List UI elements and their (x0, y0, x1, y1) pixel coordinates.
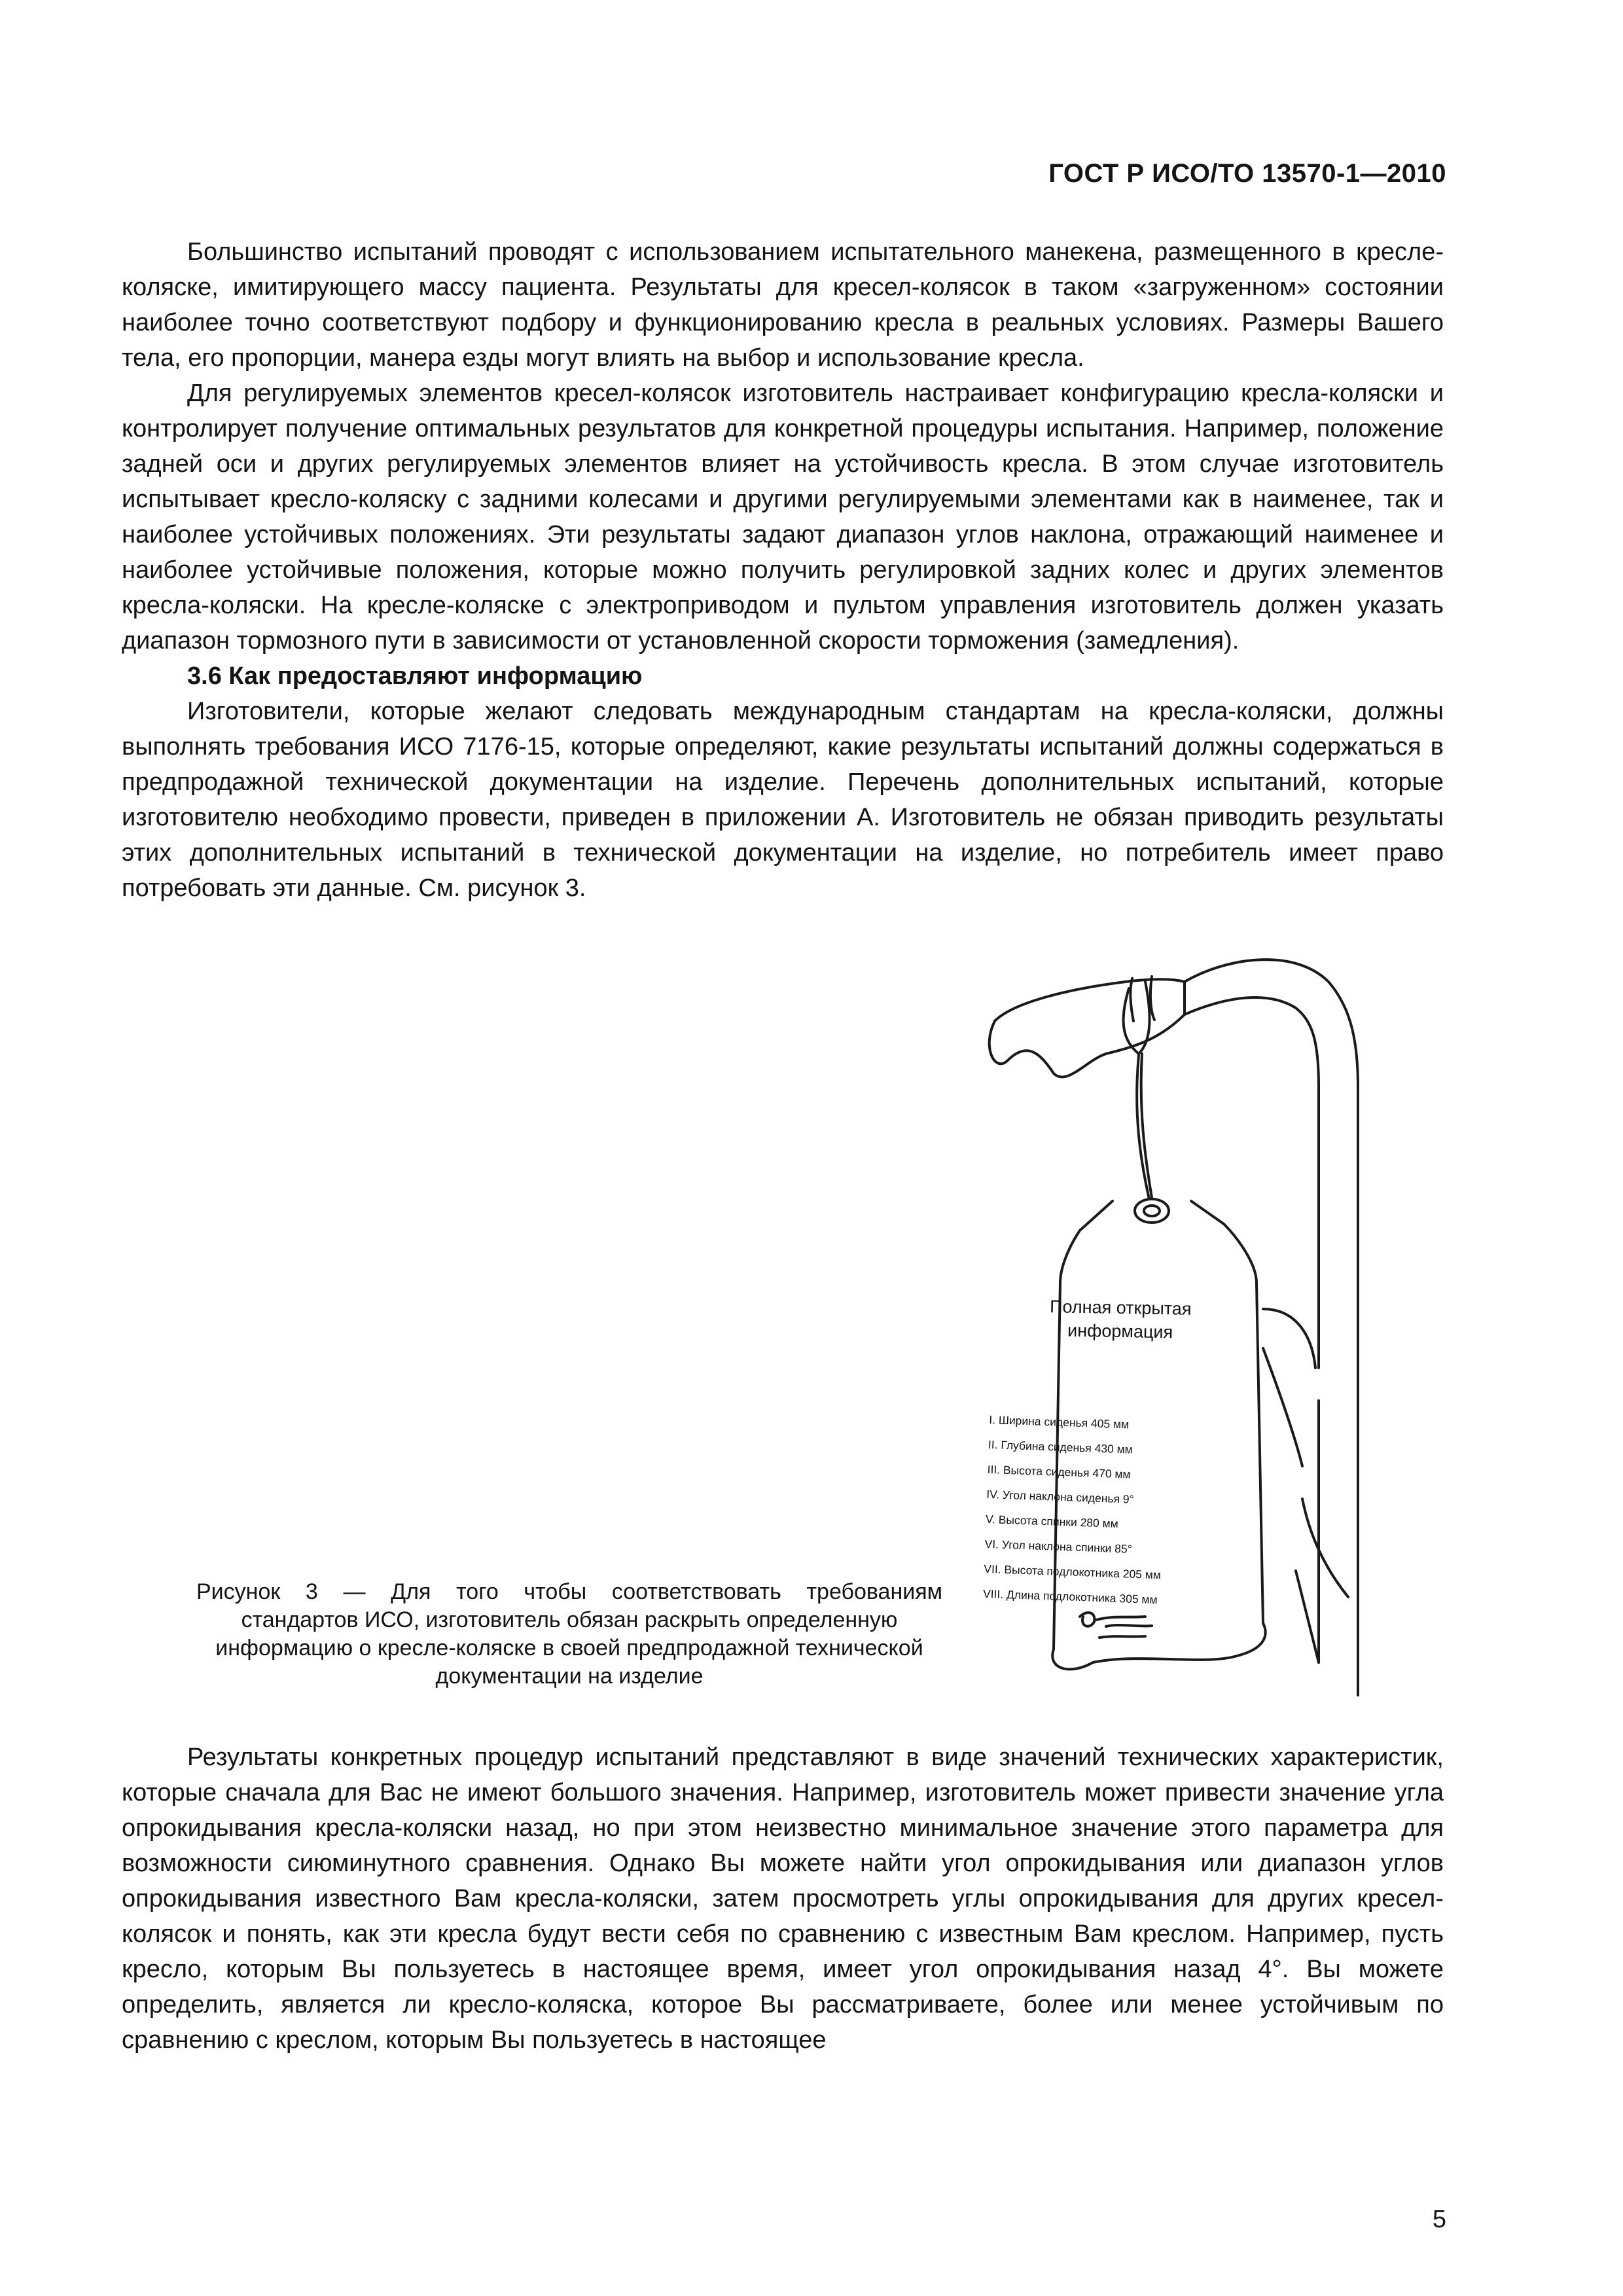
tag-spec-item: IV. Угол наклона сиденья 9° (986, 1487, 1134, 1506)
tag-spec-item: II. Глубина сиденья 430 мм (988, 1437, 1133, 1456)
tag-spec-item: VIII. Длина подлокотника 305 мм (982, 1587, 1158, 1607)
figure-caption (196, 1578, 942, 1691)
body-text-top (122, 234, 1444, 906)
tag-spec-item: VII. Высота подлокотника 205 мм (984, 1562, 1162, 1582)
section-heading: 3.6 Как предоставляют информацию (187, 662, 643, 690)
tag-spec-item: VI. Угол наклона спинки 85° (984, 1537, 1133, 1556)
document-code: ГОСТ Р ИСО/ТО 13570-1—2010 (1048, 159, 1446, 188)
figure-3-illustration (955, 942, 1414, 1708)
paragraph: Изготовители, которые желают следовать международным стандартам на кресла-коляски, должны выполнять требования ИСО 7176-15, которые определяют, какие результаты испытаний должны содержаться в предпродажной технической документации на изделие. Перечень дополнительных испытаний, которые изготовителю необходимо провести, приведен в приложении А. Изготовитель не обязан приводить результаты этих дополнительных испытаний в технической документации на изделие, но потребитель имеет право потребовать эти данные. См. рисунок 3. (122, 698, 1444, 902)
tag-title-line: Полная открытая (1049, 1297, 1192, 1319)
tag-spec-item: I. Ширина сиденья 405 мм (988, 1412, 1130, 1431)
tag-title-line: информация (1067, 1320, 1173, 1342)
tag-spec-item: III. Высота сиденья 470 мм (987, 1462, 1131, 1481)
figure-caption-line: Рисунок 3 — Для того чтобы соответствовать требованиям (196, 1579, 942, 1604)
paragraph: Большинство испытаний проводят с использованием испытательного манекена, размещенного в кресле-коляске, имитирующего массу пациента. Результаты для кресел-колясок в таком «загруженном» состоянии наиболее точно соответствуют подбору и функционированию кресла в реальных условиях. Размеры Вашего тела, его пропорции, манера езды могут влиять на выбор и использование кресла. (122, 238, 1444, 372)
tag-spec-item: V. Высота спинки 280 мм (985, 1512, 1119, 1530)
page-number: 5 (1432, 2206, 1446, 2233)
tag-title (1002, 1294, 1238, 1345)
paragraph: Для регулируемых элементов кресел-колясок изготовитель настраивает конфигурацию кресла-коляски и контролирует получение оптимальных результатов для конкретной процедуры испытания. Например, положение задней оси и других регулируемых элементов влияет на устойчивость кресла. В этом случае изготовитель испытывает кресло-коляску с задними колесами и другими регулируемыми элементами как в наименее, так и наиболее устойчивых положениях. Эти результаты задают диапазон углов наклона, отражающий наименее и наиболее устойчивые положения, которые можно получить регулировкой задних колес и других элементов кресла-коляски. На кресле-коляске с электроприводом и пультом управления изготовитель должен указать диапазон тормозного пути в зависимости от установленной скорости торможения (замедления). (122, 380, 1444, 655)
body-text-bottom (122, 1740, 1444, 2058)
paragraph: Результаты конкретных процедур испытаний представляют в виде значений технических характеристик, которые сначала для Вас не имеют большого значения. Например, изготовитель может привести значение угла опрокидывания кресла-коляски назад, но при этом неизвестно минимальное значение этого параметра для возможности сиюминутного сравнения. Однако Вы можете найти угол опрокидывания или диапазон углов опрокидывания известного Вам кресла-коляски, затем просмотреть углы опрокидывания для других кресел-колясок и понять, как эти кресла будут вести себя по сравнению с известным Вам креслом. Например, пусть кресло, которым Вы пользуетесь в настоящее время, имеет угол опрокидывания назад 4°. Вы можете определить, является ли кресло-коляска, которое Вы рассматриваете, более или менее устойчивым по сравнению с креслом, которым Вы пользуетесь в настоящее (122, 1744, 1444, 2054)
figure-caption-rest: стандартов ИСО, изготовитель обязан раскрыть определенную информацию о кресле-коляске в своей предпродажной технической документации на изделие (215, 1607, 923, 1689)
tag-spec-list (982, 1407, 1251, 1615)
